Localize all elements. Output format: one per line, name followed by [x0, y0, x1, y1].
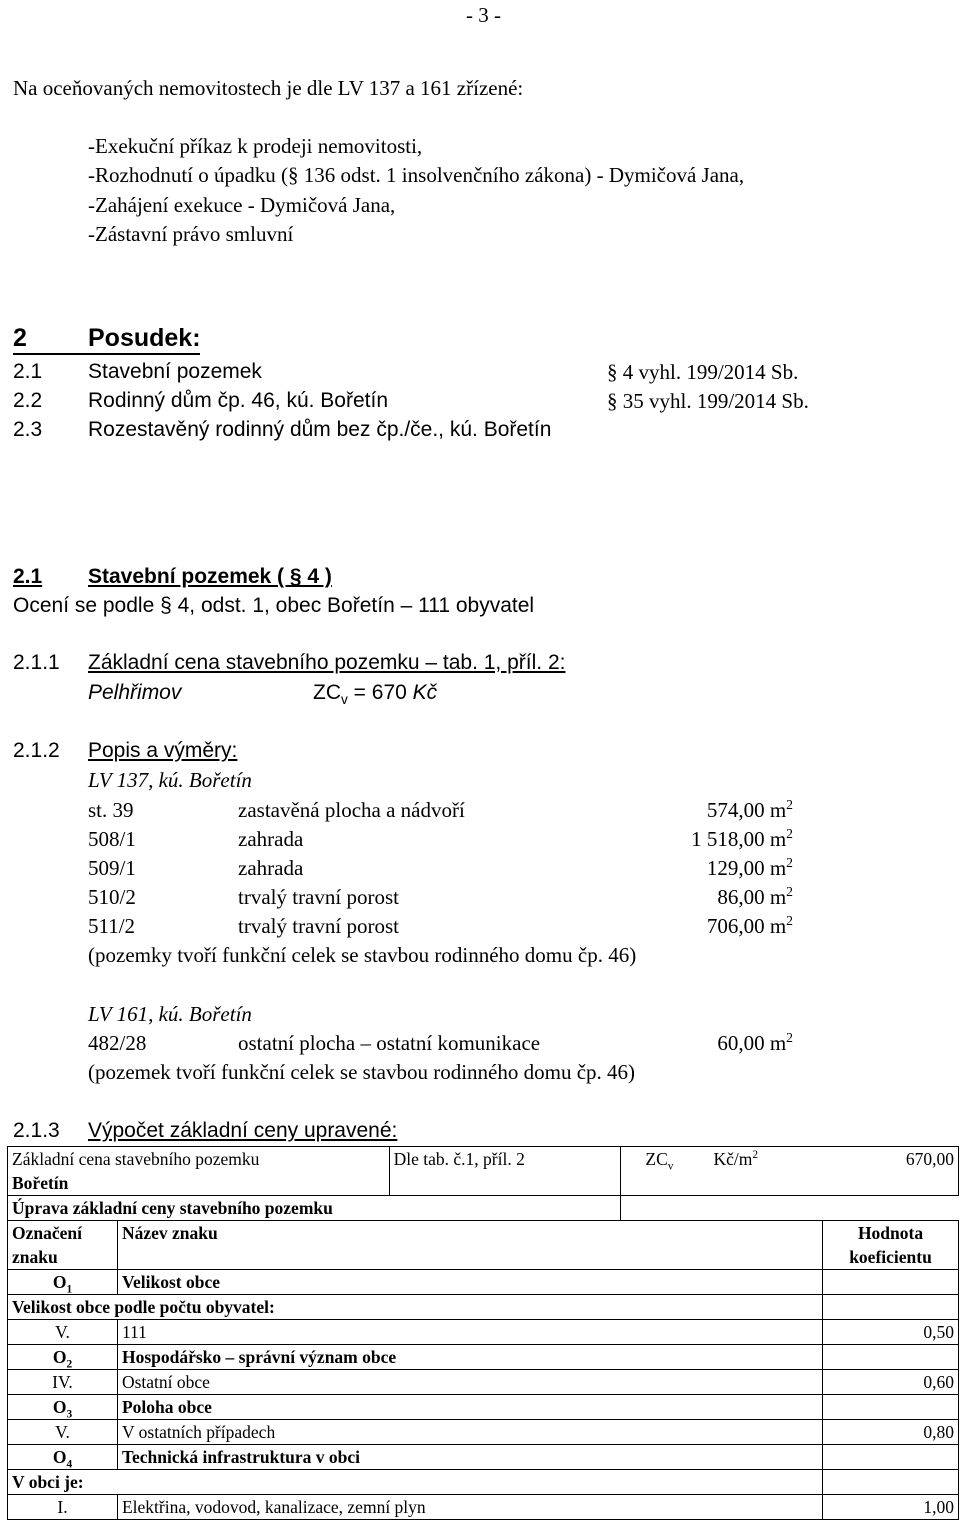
- section-212-title: Popis a výměry:: [88, 739, 238, 762]
- parcel-number: 482/28: [88, 1031, 147, 1055]
- parcel-type: trvalý travní porost: [238, 914, 399, 938]
- section-21-title: Stavební pozemek ( § 4 ): [88, 565, 332, 588]
- group-subtitle-row: [8, 1295, 959, 1320]
- parcel-area: 60,00 $m^2$: [717, 1030, 793, 1055]
- section-213-title: Výpočet základní ceny upravené:: [88, 1119, 398, 1142]
- posudek-item-num: 2.1: [13, 360, 43, 383]
- encumbrance-item: -Exekuční příkaz k prodeji nemovitosti,: [88, 134, 423, 158]
- zc-unit: Kč: [412, 681, 438, 704]
- posudek-item-ref: § 35 vyhl. 199/2014 Sb.: [607, 389, 809, 413]
- group-title-row: [8, 1395, 959, 1420]
- adjust-title: Úprava základní ceny stavebního pozemku: [8, 1196, 621, 1221]
- base-price-row: [8, 1147, 959, 1172]
- row-text: 111: [117, 1320, 822, 1345]
- row-code: V.: [8, 1320, 118, 1345]
- encumbrance-item: -Rozhodnutí o úpadku (§ 136 odst. 1 insolvenčního zákona) - Dymičová Jana,: [88, 163, 745, 187]
- zc-sub: v: [341, 692, 348, 708]
- section-211-num: 2.1.1: [13, 651, 60, 674]
- base-zc: $ZC_v$: [645, 1148, 674, 1172]
- base-place-row: [8, 1171, 959, 1196]
- posudek-item-num: 2.3: [13, 418, 43, 441]
- row-code: V.: [8, 1420, 118, 1445]
- group-subtitle: V obci je:: [8, 1470, 823, 1495]
- posudek-title: Posudek:: [88, 324, 201, 352]
- col-mark-2: znaku: [8, 1245, 118, 1270]
- parcel-type: zahrada: [238, 856, 304, 880]
- group-title-row: [8, 1445, 959, 1470]
- parcel-number: 510/2: [88, 885, 136, 909]
- posudek-item-label: Stavební pozemek: [88, 360, 262, 383]
- row-value: 1,00: [823, 1495, 959, 1520]
- row-value: 0,80: [823, 1420, 959, 1445]
- parcel-number: st. 39: [88, 798, 134, 822]
- header-row-1: [8, 1221, 959, 1246]
- base-value: 670,00: [905, 1148, 954, 1169]
- parcel-type: trvalý travní porost: [238, 885, 399, 909]
- group-mark: $O_4$: [8, 1445, 118, 1470]
- lv137-note: (pozemky tvoří funkční celek se stavbou rodinného domu čp. 46): [88, 943, 637, 967]
- col-mark: Označení: [8, 1221, 118, 1246]
- base-source: Dle tab. č.1, příl. 2: [389, 1147, 621, 1172]
- lv161-note: (pozemek tvoří funkční celek se stavbou rodinného domu čp. 46): [88, 1060, 636, 1084]
- section-211-place: Pelhřimov: [88, 681, 182, 704]
- parcel-area: 706,00 $m^2$: [706, 913, 793, 938]
- group-title-row: [8, 1345, 959, 1370]
- group-value-row: [8, 1370, 959, 1395]
- section-211-title: Základní cena stavebního pozemku – tab. 1, příl. 2:: [88, 651, 566, 674]
- group-subtitle: Velikost obce podle počtu obyvatel:: [8, 1295, 823, 1320]
- posudek-item-ref: § 4 vyhl. 199/2014 Sb.: [607, 360, 799, 384]
- section-21-num: 2.1: [13, 565, 43, 588]
- row-text: Ostatní obce: [117, 1370, 822, 1395]
- base-label: Základní cena stavebního pozemku: [8, 1147, 390, 1172]
- page-number: - 3 -: [466, 3, 501, 27]
- group-mark: $O_2$: [8, 1345, 118, 1370]
- group-value-row: [8, 1420, 959, 1445]
- posudek-underline: [13, 353, 200, 355]
- lv137-title: LV 137, kú. Bořetín: [88, 768, 252, 792]
- group-mark: $O_1$: [8, 1270, 118, 1295]
- group-value-row: [8, 1495, 959, 1520]
- parcel-type: zahrada: [238, 827, 304, 851]
- parcel-area: 574,00 $m^2$: [706, 797, 793, 822]
- group-title-row: [8, 1270, 959, 1295]
- zc-label: ZC: [313, 681, 341, 704]
- posudek-item-label: Rodinný dům čp. 46, kú. Bořetín: [88, 389, 388, 412]
- section-213-num: 2.1.3: [13, 1119, 60, 1142]
- group-name: Technická infrastruktura v obci: [117, 1445, 822, 1470]
- section-212-num: 2.1.2: [13, 739, 60, 762]
- col-coef: Hodnota: [823, 1221, 959, 1246]
- zc-value: = 670: [353, 681, 407, 704]
- zc-value-line: [313, 681, 438, 708]
- row-text: V ostatních případech: [117, 1420, 822, 1445]
- parcel-area: 1 518,00 $m^2$: [691, 826, 793, 851]
- parcel-number: 509/1: [88, 856, 136, 880]
- base-unit: $Kč/m^2$: [713, 1148, 759, 1169]
- encumbrance-item: -Zahájení exekuce - Dymičová Jana,: [88, 193, 396, 217]
- parcel-area: 129,00 $m^2$: [706, 855, 793, 880]
- group-subtitle-row: [8, 1470, 959, 1495]
- group-name: Velikost obce: [117, 1270, 822, 1295]
- row-code: IV.: [8, 1370, 118, 1395]
- encumbrance-item: -Zástavní právo smluvní: [88, 222, 294, 246]
- parcel-number: 511/2: [88, 914, 136, 938]
- adjust-title-row: [8, 1196, 959, 1221]
- posudek-number: 2: [13, 324, 27, 352]
- parcel-type: zastavěná plocha a nádvoří: [238, 798, 465, 822]
- calculation-table: [7, 1146, 959, 1520]
- group-mark: $O_3$: [8, 1395, 118, 1420]
- row-value: 0,60: [823, 1370, 959, 1395]
- posudek-item-label: Rozestavěný rodinný dům bez čp./če., kú. Bořetín: [88, 418, 552, 441]
- header-row-2: [8, 1245, 959, 1270]
- base-values: [621, 1147, 959, 1172]
- row-value: 0,50: [823, 1320, 959, 1345]
- lv161-title: LV 161, kú. Bořetín: [88, 1002, 252, 1026]
- group-name: Poloha obce: [117, 1395, 822, 1420]
- section-21-subtitle: Ocení se podle § 4, odst. 1, obec Bořetín – 111 obyvatel: [13, 594, 535, 617]
- posudek-item-num: 2.2: [13, 389, 43, 412]
- intro-text: Na oceňovaných nemovitostech je dle LV 137 a 161 zřízené:: [13, 76, 524, 100]
- row-code: I.: [8, 1495, 118, 1520]
- group-value-row: [8, 1320, 959, 1345]
- parcel-number: 508/1: [88, 827, 136, 851]
- base-place: Bořetín: [8, 1171, 390, 1196]
- col-name: Název znaku: [117, 1221, 822, 1246]
- group-name: Hospodářsko – správní význam obce: [117, 1345, 822, 1370]
- col-coef-2: koeficientu: [823, 1245, 959, 1270]
- parcel-area: 86,00 $m^2$: [717, 884, 793, 909]
- parcel-type: ostatní plocha – ostatní komunikace: [238, 1031, 541, 1055]
- row-text: Elektřina, vodovod, kanalizace, zemní plyn: [117, 1495, 822, 1520]
